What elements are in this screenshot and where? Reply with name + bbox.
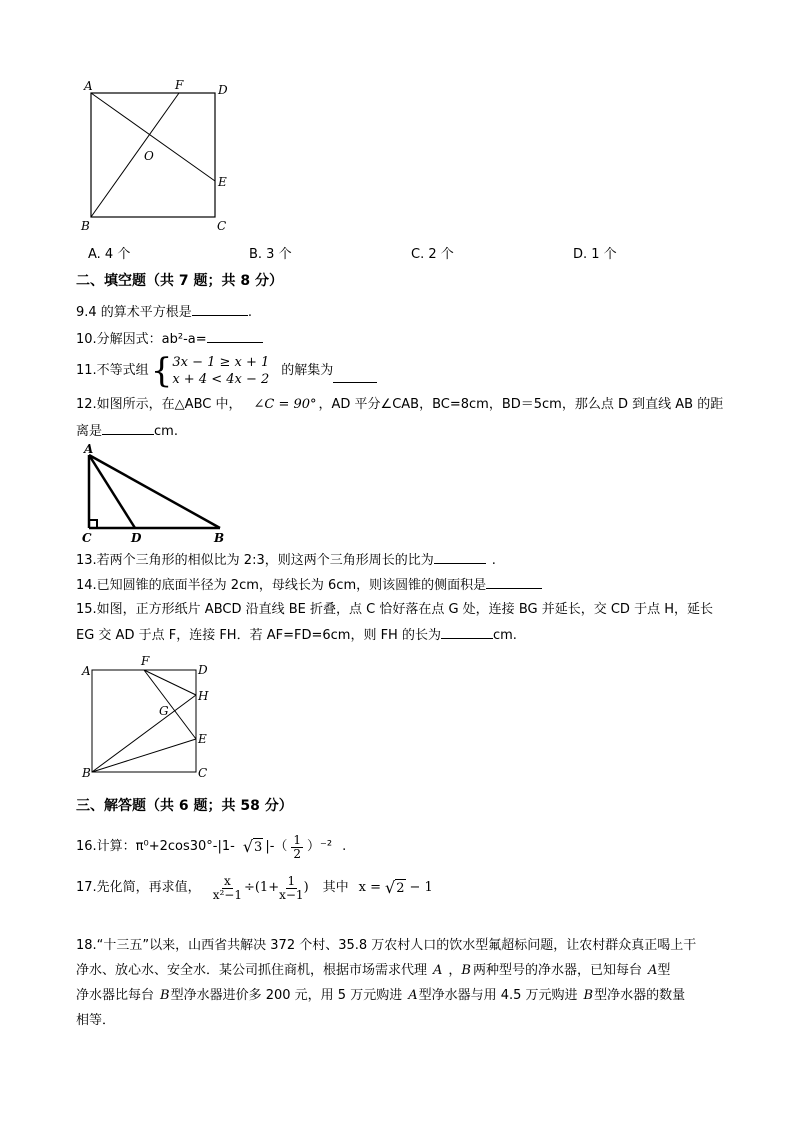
- label-C: C: [82, 531, 92, 545]
- label-B: B: [81, 219, 90, 233]
- label-A: A: [84, 442, 94, 456]
- question-15-line2: EG 交 AD 于点 F，连接 FH．若 AF=FD=6cm，则 FH 的长为 cm.: [76, 628, 517, 643]
- question-11: 11.不等式组 { 3x − 1 ≥ x + 1 x + 4 < 4x − 2 的解集为: [76, 351, 377, 391]
- question-14: 14.已知圆锥的底面半径为 2cm，母线长为 6cm，则该圆锥的侧面积是: [76, 576, 542, 595]
- label-G: G: [159, 704, 169, 718]
- label-F: F: [175, 78, 184, 92]
- question-12-line1: 12.如图所示，在△ABC 中， ∠C = 90° ，AD 平分∠CAB，BC=8cm，BD＝5cm，那么点 D 到直线 AB 的距: [76, 397, 724, 412]
- section-answer-heading: 三、解答题（共 6 题；共 58 分）: [76, 798, 293, 814]
- label-A: A: [82, 664, 91, 678]
- choice-a: A. 4 个: [88, 247, 131, 262]
- question-12-line2: 离是 cm.: [76, 424, 178, 439]
- question-13: 13.若两个三角形的相似比为 2:3，则这两个三角形周长的比为 .: [76, 553, 496, 568]
- label-D: D: [131, 531, 142, 545]
- question-9: 9.4 的算术平方根是 .: [76, 305, 252, 320]
- label-H: H: [198, 689, 209, 703]
- label-D: D: [198, 663, 208, 677]
- label-F: F: [141, 654, 150, 668]
- choice-b: B. 3 个: [249, 247, 292, 262]
- label-E: E: [218, 175, 227, 189]
- figure-folded-square: [78, 654, 228, 780]
- question-18-line3: 净水器比每台 B型净水器进价多 200 元，用 5 万元购进 A型净水器与用 4.5 万元购进 B型净水器的数量: [76, 988, 686, 1003]
- label-C: C: [198, 766, 208, 780]
- figure-square-aofdebc: [78, 76, 238, 236]
- label-O: O: [144, 149, 154, 163]
- choice-d: D. 1 个: [573, 247, 617, 262]
- label-B: B: [82, 766, 91, 780]
- label-E: E: [198, 732, 207, 746]
- choice-c: C. 2 个: [411, 247, 454, 262]
- question-10: 10.分解因式：ab²-a=: [76, 330, 263, 349]
- question-18-line1: 18.“十三五”以来，山西省共解决 372 个村、35.8 万农村人口的饮水型氟超标问题，让农村群众真正喝上干: [76, 938, 697, 953]
- section-fill-in-heading: 二、填空题（共 7 题；共 8 分）: [76, 273, 283, 289]
- question-18-line4: 相等．: [76, 1013, 116, 1028]
- label-A: A: [84, 79, 93, 93]
- label-D: D: [218, 83, 228, 97]
- question-15-line1: 15.如图，正方形纸片 ABCD 沿直线 BE 折叠，点 C 恰好落在点 G 处，连接 BG 并延长，交 CD 于点 H，延长: [76, 602, 713, 617]
- label-B: B: [214, 531, 225, 545]
- label-C: C: [217, 219, 227, 233]
- question-16: 16.计算：π⁰+2cos30°-|1- √ 3 |-（ $\frac{1}{2}$ ）⁻² .: [76, 832, 347, 861]
- question-18-line2: 净水、放心水、安全水．某公司抓住商机，根据市场需求代理 A ，B 两种型号的净水器，已知每台 A型: [76, 963, 671, 978]
- figure-triangle-acdb: [78, 442, 238, 546]
- question-17: 17.先化简，再求值， $\frac{x}{\text{x²−1}}$ ÷(1+ $\frac{1}{x-1}$ ) 其中 x = √ 2 − 1: [76, 873, 433, 902]
